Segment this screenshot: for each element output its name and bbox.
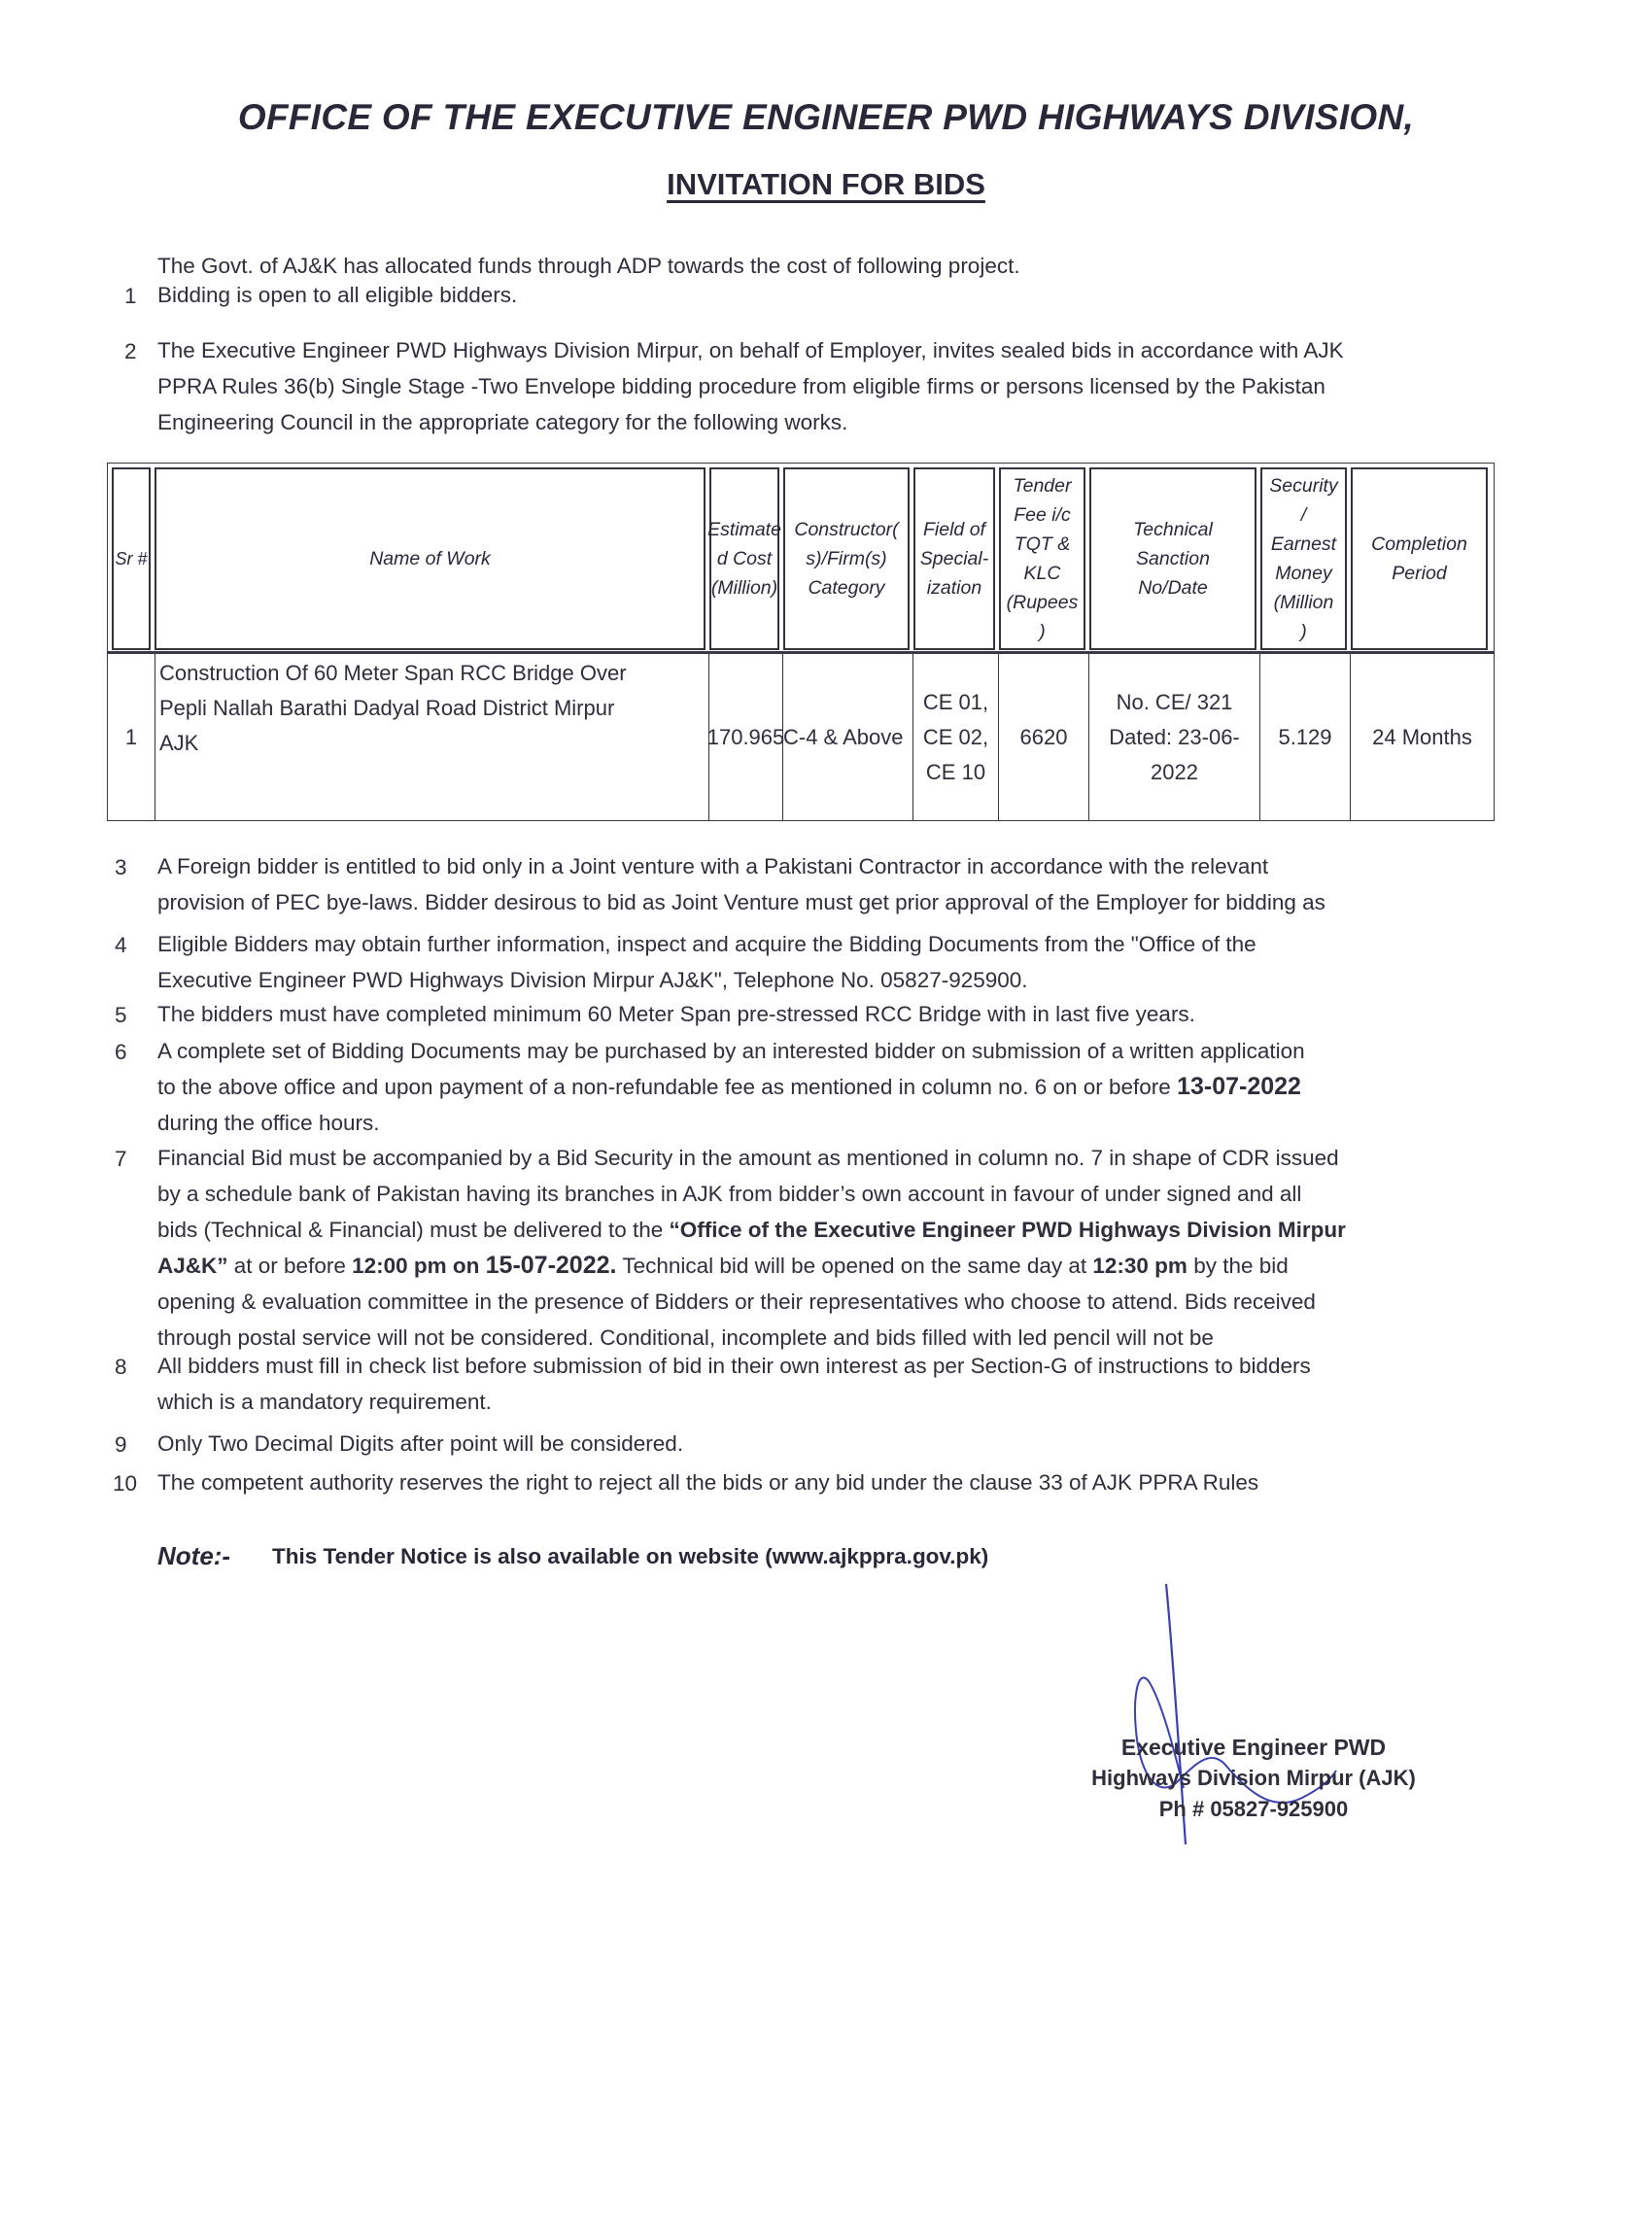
delivery-office: “Office of the Executive Engineer PWD Highways Division Mirpur (669, 1218, 1346, 1242)
delivery-office: AJ&K” (157, 1254, 228, 1278)
header-completion-period (1351, 467, 1488, 650)
header-line: (Million) (710, 577, 778, 599)
document-heading-text: INVITATION FOR BIDS (667, 167, 985, 201)
header-field-of-specialization (913, 467, 995, 650)
header-line: Security (1269, 475, 1338, 497)
header-line: (Rupees (1006, 592, 1079, 613)
cell-line: CE 10 (925, 760, 986, 784)
cell-tender-fee: 6620 (998, 654, 1088, 821)
clause-line: Financial Bid must be accompanied by a Bid Security in the amount as mentioned in column no. 7 in shape of CDR issued (157, 1146, 1339, 1170)
clause-number: 4 (115, 933, 127, 957)
cell-security: 5.129 (1259, 654, 1350, 821)
clause-number: 5 (115, 1003, 127, 1027)
clause-number: 10 (113, 1471, 138, 1496)
cell-line: No. CE/ 321 (1116, 690, 1233, 714)
clause-line: A complete set of Bidding Documents may be purchased by an interested bidder on submission of a written application (157, 1039, 1305, 1063)
clause-line: during the office hours. (157, 1111, 380, 1135)
clause-line: by a schedule bank of Pakistan having its branches in AJK from bidder’s own account in favour of under signed and all (157, 1182, 1302, 1206)
clause-line: provision of PEC bye-laws. Bidder desirous to bid as Joint Venture must get prior approval of the Employer for bidding as (157, 890, 1325, 914)
clause-number: 2 (124, 339, 137, 363)
clause-3-text (157, 848, 1508, 920)
header-line: Constructor( (794, 519, 899, 540)
signatory-division: Highways Division Mirpur (AJK) (1091, 1766, 1416, 1790)
header-line: Completion (1371, 533, 1467, 555)
intro-text: The Govt. of AJ&K has allocated funds through ADP towards the cost of following project. (157, 254, 1020, 278)
header-line: ) (1039, 621, 1046, 642)
header-security (1260, 467, 1347, 650)
cell-line: 2022 (1151, 760, 1198, 784)
header-line: Field of (923, 519, 985, 540)
header-line: Estimate (707, 519, 781, 540)
signatory-phone: Ph # 05827-925900 (1158, 1797, 1349, 1821)
clause-line: Eligible Bidders may obtain further information, inspect and acquire the Bidding Documents from the "Office of the (157, 932, 1256, 956)
header-technical-sanction (1089, 467, 1256, 650)
clause-8-text (157, 1348, 1518, 1420)
header-line: TQT & (1014, 533, 1071, 555)
clause-line: opening & evaluation committee in the presence of Bidders or their representatives who choose to attend. Bids received (157, 1290, 1316, 1314)
header-line: (Million (1273, 592, 1334, 613)
header-line: Special- (919, 548, 989, 569)
note-text: This Tender Notice is also available on website (www.ajkppra.gov.pk) (272, 1544, 989, 1568)
cell-field (912, 654, 998, 821)
header-line: Sanction (1136, 548, 1210, 569)
header-line: Period (1392, 563, 1447, 584)
header-estimated-cost (709, 467, 779, 650)
clause-line: PPRA Rules 36(b) Single Stage -Two Envelope bidding procedure from eligible firms or persons licensed by the Pakistan (157, 374, 1325, 398)
cell-line: CE 02, (922, 725, 989, 749)
clause-number: 9 (115, 1432, 127, 1457)
clause-text: Technical bid will be opened on the same day at (616, 1254, 1093, 1278)
header-line: d Cost (716, 548, 773, 569)
cell-category: C-4 & Above (782, 654, 912, 821)
clause-line: A Foreign bidder is entitled to bid only in a Joint venture with a Pakistani Contractor in accordance with the relevant (157, 854, 1269, 878)
header-line: Technical (1133, 519, 1213, 540)
clause-9-text: Only Two Decimal Digits after point will be considered. (157, 1431, 684, 1456)
clause-line (157, 1248, 1518, 1284)
header-line: Fee i/c (1014, 504, 1071, 526)
cell-completion-period: 24 Months (1350, 654, 1494, 821)
clause-line: All bidders must fill in check list before submission of bid in their own interest as per Section-G of instructions to bidders (157, 1354, 1311, 1378)
clause-number: 7 (115, 1147, 127, 1171)
header-line: ization (926, 577, 982, 599)
office-title: OFFICE OF THE EXECUTIVE ENGINEER PWD HIGHWAYS DIVISION, (237, 97, 1415, 137)
header-line: Tender (1013, 475, 1072, 497)
header-name-of-work: Name of Work (155, 467, 706, 650)
clause-7-text (157, 1140, 1518, 1356)
clause-number: 6 (115, 1040, 127, 1064)
cell-sr: 1 (124, 725, 138, 749)
clause-text: to the above office and upon payment of a non-refundable fee as mentioned in column no. 6 on or before (157, 1075, 1178, 1099)
header-line: / (1300, 504, 1307, 526)
clause-line: Executive Engineer PWD Highways Division Mirpur AJ&K", Telephone No. 05827-925900. (157, 968, 1028, 992)
document-heading (0, 167, 1652, 202)
header-line: s)/Firm(s) (806, 548, 887, 569)
signature-block (1050, 1732, 1458, 1825)
clause-number: 8 (115, 1355, 127, 1379)
cell-technical-sanction (1088, 654, 1259, 821)
cell-name-of-work (155, 654, 708, 821)
purchase-deadline-date: 13-07-2022 (1177, 1073, 1301, 1100)
header-line: Earnest (1270, 533, 1337, 555)
clause-text: at or before (227, 1254, 353, 1278)
clause-6-text (157, 1033, 1518, 1141)
clause-line: The Executive Engineer PWD Highways Division Mirpur, on behalf of Employer, invites sealed bids in accordance with AJK (157, 338, 1344, 362)
clause-10-text: The competent authority reserves the right to reject all the bids or any bid under the clause 33 of AJK PPRA Rules (157, 1470, 1259, 1495)
header-line: KLC (1023, 563, 1061, 584)
clause-line: Engineering Council in the appropriate category for the following works. (157, 410, 848, 434)
clause-text: bids (Technical & Financial) must be delivered to the (157, 1218, 670, 1242)
clause-4-text (157, 926, 1508, 998)
signatory-title: Executive Engineer PWD (1120, 1735, 1387, 1760)
clause-line: through postal service will not be considered. Conditional, incomplete and bids filled with led pencil will not be (157, 1325, 1214, 1350)
header-line: No/Date (1138, 577, 1208, 599)
submission-time: 12:00 pm on (352, 1254, 486, 1278)
note-label: Note:- (157, 1541, 231, 1570)
clause-text: by the bid (1187, 1254, 1289, 1278)
cell-line: Dated: 23-06- (1109, 725, 1240, 749)
clause-line (157, 1212, 1518, 1248)
header-sr: Sr # (112, 467, 151, 650)
clause-line (157, 1069, 1518, 1105)
clause-number: 1 (124, 284, 137, 308)
header-line: Category (808, 577, 885, 599)
cell-line: AJK (159, 731, 199, 755)
header-tender-fee (999, 467, 1085, 650)
works-table (107, 463, 1495, 821)
header-line: ) (1300, 621, 1307, 642)
cell-estimated-cost: 170.965 (708, 654, 782, 821)
cell-line: Construction Of 60 Meter Span RCC Bridge Over (159, 661, 627, 685)
cell-line: Pepli Nallah Barathi Dadyal Road District Mirpur (159, 696, 615, 720)
clause-5-text: The bidders must have completed minimum 60 Meter Span pre-stressed RCC Bridge with in last five years. (157, 1002, 1195, 1026)
submission-date: 15-07-2022. (485, 1252, 617, 1279)
header-line: Money (1275, 563, 1332, 584)
clause-line: which is a mandatory requirement. (157, 1390, 492, 1414)
clause-number: 3 (115, 855, 127, 879)
opening-time: 12:30 pm (1092, 1254, 1187, 1278)
clause-2-text (157, 332, 1498, 440)
header-category (783, 467, 910, 650)
clause-1-text: Bidding is open to all eligible bidders. (157, 283, 518, 307)
cell-line: CE 01, (922, 690, 989, 714)
